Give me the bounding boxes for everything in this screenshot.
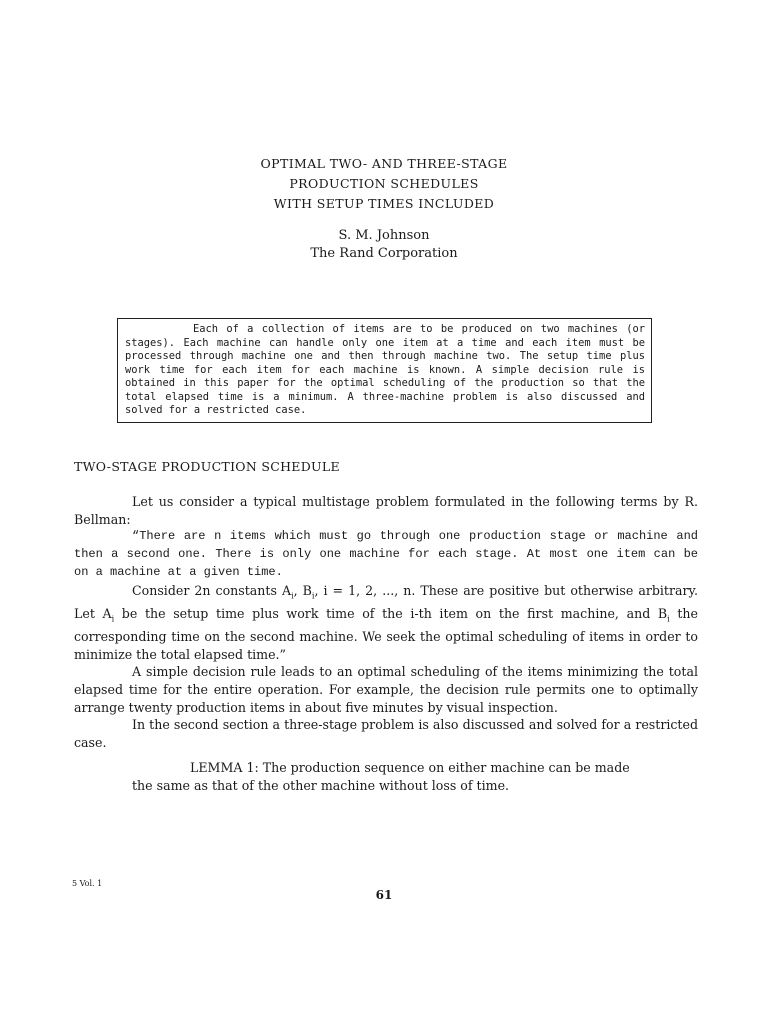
page-number: 61	[375, 888, 393, 902]
paragraph-5: In the second section a three-stage problem is also discussed and solved for a restricted case.	[74, 717, 698, 751]
subscript-i-4: i	[667, 614, 670, 624]
author-name: S. M. Johnson	[338, 228, 430, 243]
title-line-1: OPTIMAL TWO- AND THREE-STAGE	[260, 156, 508, 171]
lemma-1	[132, 759, 652, 795]
lemma-text: The production sequence on either machine can be made the same as that of the other machine without loss of time.	[132, 760, 630, 793]
subscript-i-1: i	[291, 591, 294, 601]
p3-part-d: be the setup time plus work time of the i-th item on the first machine, and B	[114, 605, 668, 621]
author-block	[0, 227, 768, 263]
title-line-3: WITH SETUP TIMES INCLUDED	[273, 196, 495, 211]
author-affiliation: The Rand Corporation	[310, 246, 458, 261]
abstract-box	[117, 318, 652, 423]
paragraph-3	[74, 582, 698, 664]
subscript-i-2: i	[311, 591, 315, 601]
p3-part-b: , B	[293, 582, 312, 598]
paragraph-1: Let us consider a typical multistage problem formulated in the following terms by R. Bellman:	[74, 494, 698, 527]
p3-part-a: Consider 2n constants A	[132, 582, 292, 598]
title-line-2: PRODUCTION SCHEDULES	[289, 176, 479, 191]
subscript-i-3: i	[111, 614, 115, 624]
footer-volume-note: 5 Vol. 1	[72, 879, 103, 888]
lemma-paragraph	[132, 759, 652, 795]
lemma-label: LEMMA 1:	[190, 760, 259, 775]
body-text	[74, 493, 698, 752]
section-heading: TWO-STAGE PRODUCTION SCHEDULE	[74, 459, 340, 474]
paragraph-2-quote: “There are n items which must go through one production stage or machine and then a second one. There is only one machine for each stage. At most one item can be on a machine at a given time.	[74, 529, 698, 579]
p3-part-e: the corresponding time on the second machine. We seek the optimal scheduling of items in order to minimize the total elapsed time.”	[74, 605, 698, 662]
paragraph-4: A simple decision rule leads to an optimal scheduling of the items minimizing the total elapsed time for the entire operation. For example, the decision rule permits one to optimally arrange twenty production items in about five minutes by visual inspection.	[74, 664, 698, 715]
paper-title	[0, 154, 768, 214]
abstract-text: Each of a collection of items are to be produced on two machines (or stages). Each machine can handle only one item at a time and each item must be processed through machine one and then through machine two. The setup time plus work time for each item for each machine is known. A simple decision rule is obtained in this paper for the optimal scheduling of the production so that the total elapsed time is a minimum. A three-machine problem is also discussed and solved for a restricted case.	[125, 323, 645, 416]
p3-part-c: , i = 1, 2, ..., n. These are positive but otherwise arbitrary. Let A	[74, 582, 698, 621]
